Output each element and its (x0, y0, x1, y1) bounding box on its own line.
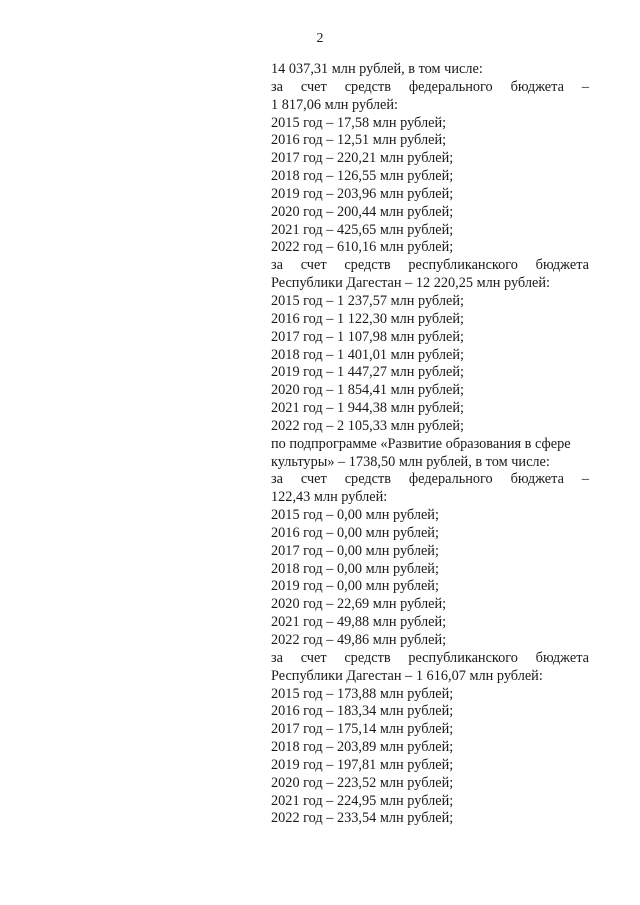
text-line: 2017 год – 0,00 млн рублей; (271, 542, 439, 559)
document-body (271, 61, 589, 828)
text-line: Республики Дагестан – 1 616,07 млн рублей: (271, 667, 543, 684)
text-line: за счет средств федерального бюджета – (271, 78, 589, 95)
text-line: 2020 год – 200,44 млн рублей; (271, 203, 454, 220)
text-line: Республики Дагестан – 12 220,25 млн рублей: (271, 275, 550, 292)
text-line: по подпрограмме «Развитие образования в сфере (271, 435, 571, 452)
page-number: 2 (316, 31, 324, 46)
text-line: 1 817,06 млн рублей: (271, 96, 398, 113)
text-line: 2020 год – 22,69 млн рублей; (271, 596, 447, 613)
text-line: 2015 год – 17,58 млн рублей; (271, 114, 447, 131)
text-line: 2019 год – 0,00 млн рублей; (271, 578, 439, 595)
text-line: 2018 год – 126,55 млн рублей; (271, 168, 454, 185)
text-line: 2021 год – 1 944,38 млн рублей; (271, 400, 464, 417)
text-line: 14 037,31 млн рублей, в том числе: (271, 61, 483, 77)
text-line: 2016 год – 0,00 млн рублей; (271, 524, 439, 541)
text-line: 2018 год – 203,89 млн рублей; (271, 739, 454, 756)
text-line: за счет средств республиканского бюджета (271, 257, 589, 274)
text-line: 2022 год – 49,86 млн рублей; (271, 632, 447, 648)
text-line: 2018 год – 0,00 млн рублей; (271, 560, 439, 577)
text-line: 2020 год – 223,52 млн рублей; (271, 774, 454, 791)
text-line: 2015 год – 173,88 млн рублей; (271, 685, 454, 702)
text-line: 2017 год – 175,14 млн рублей; (271, 721, 454, 738)
text-line: 2021 год – 224,95 млн рублей; (271, 792, 454, 809)
text-line: 2022 год – 610,16 млн рублей; (271, 239, 454, 256)
text-line: 2017 год – 1 107,98 млн рублей; (271, 328, 464, 345)
text-line: 2016 год – 12,51 млн рублей; (271, 132, 447, 149)
text-line: 2019 год – 197,81 млн рублей; (271, 756, 454, 773)
text-line: за счет средств республиканского бюджета (271, 649, 589, 666)
text-line: 2015 год – 1 237,57 млн рублей; (271, 292, 464, 309)
text-line: культуры» – 1738,50 млн рублей, в том числе: (271, 453, 550, 470)
text-line: 2020 год – 1 854,41 млн рублей; (271, 382, 464, 399)
text-line: 2016 год – 183,34 млн рублей; (271, 703, 454, 720)
text-line: 2018 год – 1 401,01 млн рублей; (271, 346, 464, 363)
text-line: 122,43 млн рублей: (271, 489, 388, 506)
text-line: 2015 год – 0,00 млн рублей; (271, 507, 439, 524)
text-line: 2021 год – 49,88 млн рублей; (271, 614, 447, 631)
text-line: 2022 год – 2 105,33 млн рублей; (271, 417, 464, 434)
text-line: 2016 год – 1 122,30 млн рублей; (271, 310, 464, 327)
text-line: 2022 год – 233,54 млн рублей; (271, 810, 454, 827)
text-line: за счет средств федерального бюджета – (271, 471, 589, 488)
text-line: 2019 год – 1 447,27 млн рублей; (271, 364, 464, 381)
text-line: 2019 год – 203,96 млн рублей; (271, 185, 454, 202)
text-line: 2021 год – 425,65 млн рублей; (271, 221, 454, 238)
text-line: 2017 год – 220,21 млн рублей; (271, 150, 454, 167)
